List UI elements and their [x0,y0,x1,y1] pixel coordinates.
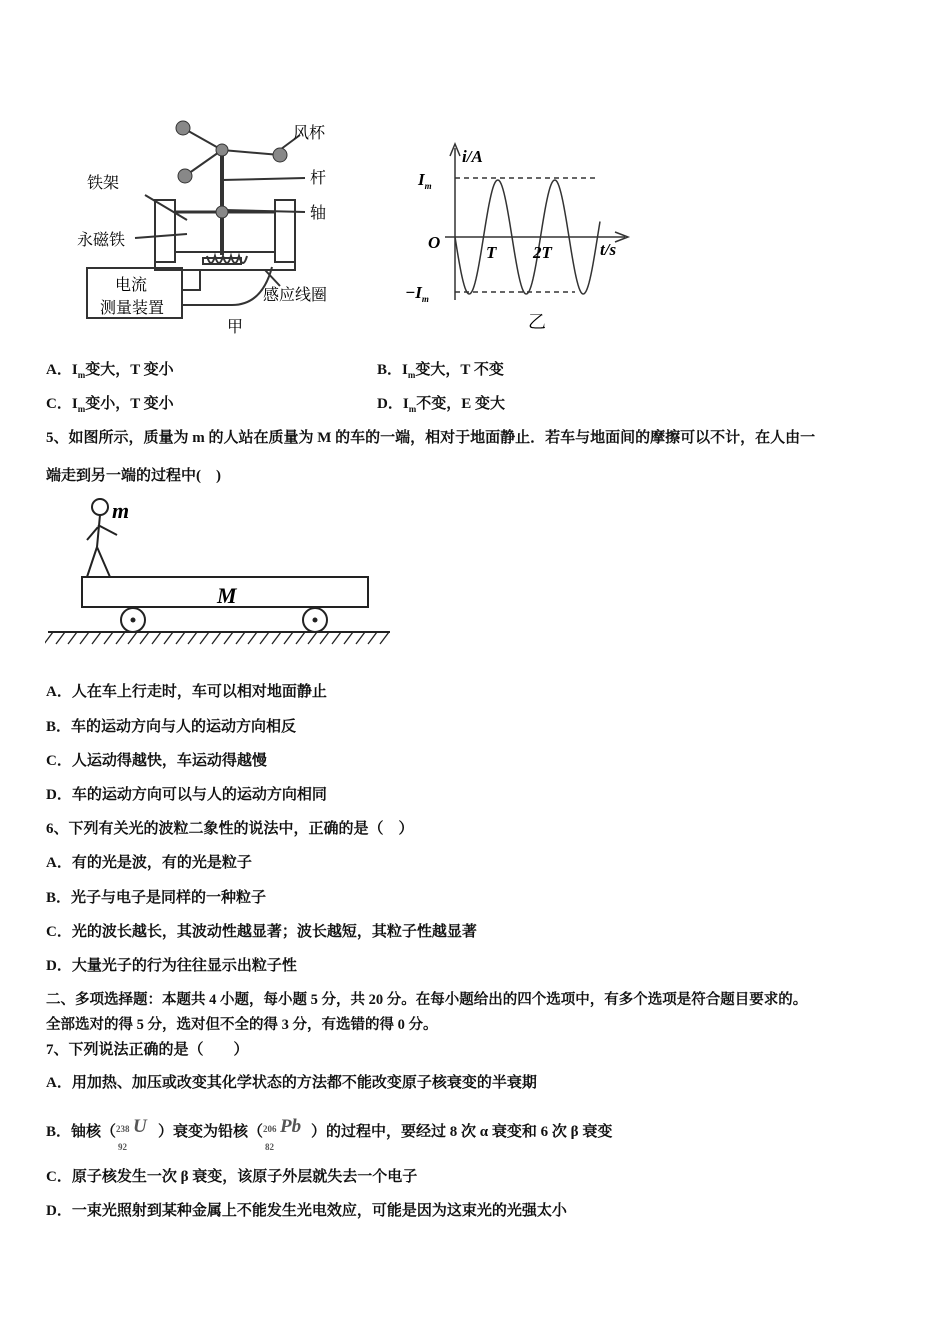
lead-isotope: 206 82 Pb [263,1115,302,1152]
person-mass-label: m [112,498,130,523]
wind-cup-device-figure [75,110,365,340]
q5-option-d[interactable]: D．车的运动方向可以与人的运动方向相同 [46,787,327,803]
ground-hatch [356,632,365,644]
q6-stem: 6、下列有关光的波粒二象性的说法中，正确的是（ ） [46,821,414,837]
x-axis-label: t/s [600,240,617,259]
ground-hatch [45,632,53,644]
label-jia: 甲 [227,317,244,336]
ground-hatch [332,632,341,644]
label-magnet: 永磁铁 [77,230,126,249]
ground-hatch [212,632,221,644]
ground-hatch [176,632,185,644]
ground-hatch [56,632,65,644]
section2-heading-line2: 全部选对的得 5 分，选对但不全的得 3 分，有选错的得 0 分。 [46,1017,438,1033]
ground-hatch [296,632,305,644]
q7-stem: 7、下列说法正确的是（ ） [46,1042,249,1058]
q4-option-a[interactable]: A．$I_m$变大，T 变小 [46,362,174,380]
2t-label: 2T [533,243,552,262]
ground-hatch [188,632,197,644]
ground-hatch [116,632,125,644]
q6-option-b[interactable]: B．光子与电子是同样的一种粒子 [46,890,267,906]
q7-option-b[interactable]: B．铀核（ 238 92 U ）衰变为铅核（ 206 82 Pb ）的过程中，要经过 8 次 α 衰变和 6 次 β 衰变 [46,1115,613,1152]
label-cup: 风杯 [293,123,326,142]
ground-hatch [236,632,245,644]
label-device-2: 测量装置 [100,298,165,317]
q5-option-b[interactable]: B．车的运动方向与人的运动方向相反 [46,719,297,735]
ground-hatch [260,632,269,644]
ground-hatch [380,632,389,644]
section2-heading-line1: 二、多项选择题：本题共 4 小题，每小题 5 分，共 20 分。在每小题给出的四个选项中，有多个选项是符合题目要求的。 [46,992,808,1008]
y-axis-label: i/A [462,147,483,166]
person-cart-figure [45,495,395,650]
q5-option-a[interactable]: A．人在车上行走时，车可以相对地面静止 [46,684,327,700]
ground-hatch [368,632,377,644]
ground-hatch [248,632,257,644]
q4-option-c[interactable]: C．$I_m$变小，T 变小 [46,396,174,414]
cart-mass-label: M [217,583,237,608]
ground-hatch [284,632,293,644]
label-device-1: 电流 [115,275,148,294]
origin-label: O [428,233,441,252]
label-yi: 乙 [528,312,546,333]
ground-hatch [272,632,281,644]
q7-option-c[interactable]: C．原子核发生一次 β 衰变，该原子外层就失去一个电子 [46,1169,418,1185]
ground-hatch [128,632,137,644]
ground-hatch [152,632,161,644]
q5-stem-line2: 端走到另一端的过程中( ) [46,468,221,484]
ground-hatch [308,632,317,644]
label-axle: 轴 [310,203,327,222]
label-coil: 感应线圈 [263,285,328,304]
ground-hatch [344,632,353,644]
q6-option-a[interactable]: A．有的光是波，有的光是粒子 [46,855,252,871]
label-frame: 铁架 [87,173,120,192]
ground-hatch [224,632,233,644]
ground-hatch [164,632,173,644]
im-label: $I_m$ [418,170,432,191]
ground-hatch [200,632,209,644]
ground-hatch [92,632,101,644]
q4-option-d[interactable]: D．$I_m$不变，E 变大 [377,396,505,414]
q5-option-c[interactable]: C．人运动得越快，车运动得越慢 [46,753,267,769]
q7-option-d[interactable]: D．一束光照射到某种金属上不能发生光电效应，可能是因为这束光的光强太小 [46,1203,567,1219]
q5-stem-line1: 5、如图所示，质量为 m 的人站在质量为 M 的车的一端，相对于地面静止．若车与地面间的摩擦可以不计，在人由一 [46,430,816,446]
neg-im-label: $-I_m$ [405,283,429,304]
label-rod: 杆 [310,168,327,187]
ground-hatch [320,632,329,644]
t-label: T [486,243,497,262]
q7-option-a[interactable]: A．用加热、加压或改变其化学状态的方法都不能改变原子核衰变的半衰期 [46,1075,537,1091]
q6-option-d[interactable]: D．大量光子的行为往往显示出粒子性 [46,958,297,974]
q4-option-b[interactable]: B．$I_m$变大，T 不变 [377,362,504,380]
uranium-isotope: 238 92 U [116,1115,147,1152]
ground-hatch [140,632,149,644]
current-time-graph [400,140,640,340]
ground-hatch [104,632,113,644]
q6-option-c[interactable]: C．光的波长越长，其波动性越显著；波长越短，其粒子性越显著 [46,924,477,940]
ground-hatch [80,632,89,644]
ground-hatch [68,632,77,644]
